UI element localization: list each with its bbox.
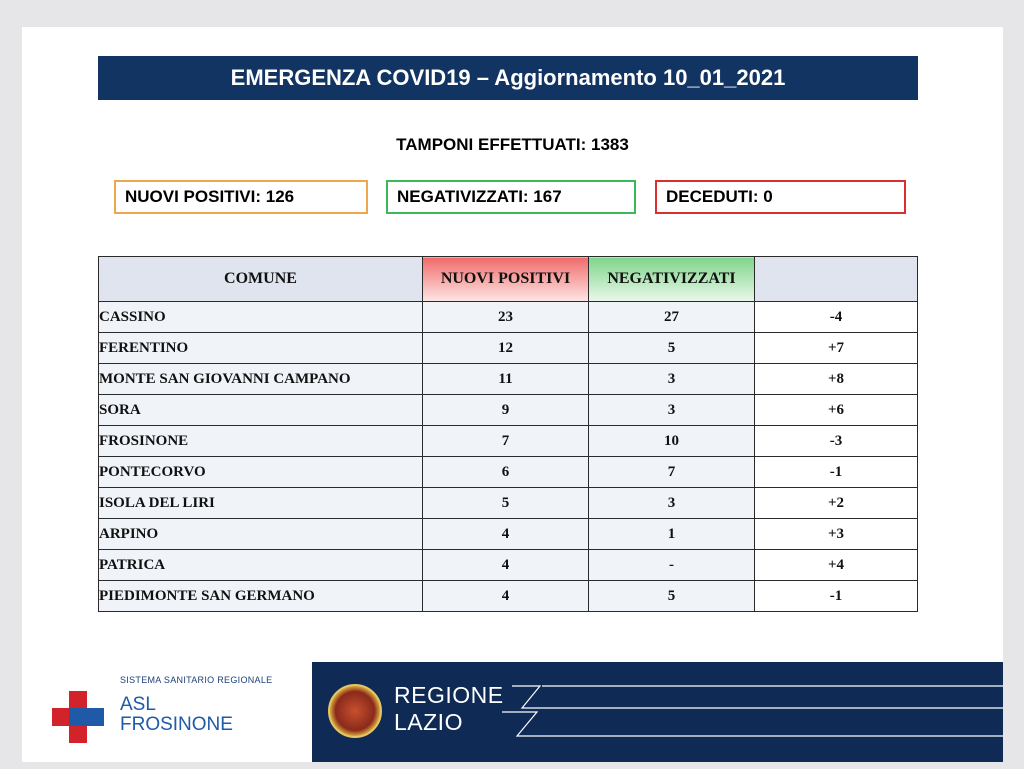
cell-comune: PIEDIMONTE SAN GERMANO: [99, 581, 423, 612]
cell-differenza: +4: [755, 550, 918, 581]
regione-lazio-banner: [312, 662, 1003, 762]
asl-logo: [50, 675, 310, 745]
table-row: [99, 426, 918, 457]
nuovi-positivi-label: NUOVI POSITIVI: 126: [125, 187, 295, 206]
cell-differenza: -3: [755, 426, 918, 457]
negativizzati-box: [386, 180, 636, 214]
cell-negativizzati: 3: [589, 395, 755, 426]
cell-comune: PATRICA: [99, 550, 423, 581]
cell-negativizzati: -: [589, 550, 755, 581]
cell-comune: ARPINO: [99, 519, 423, 550]
table-row: [99, 581, 918, 612]
table-row: [99, 364, 918, 395]
header-negativizzati: NEGATIVIZZATI: [589, 257, 755, 302]
cell-nuovi-positivi: 9: [423, 395, 589, 426]
asl-line1: ASL: [120, 694, 156, 715]
cell-nuovi-positivi: 4: [423, 550, 589, 581]
asl-name: [120, 695, 233, 735]
table-row: [99, 488, 918, 519]
cell-comune: CASSINO: [99, 302, 423, 333]
cell-differenza: +3: [755, 519, 918, 550]
region-line2: LAZIO: [394, 709, 463, 735]
cell-negativizzati: 5: [589, 581, 755, 612]
region-line1: REGIONE: [394, 682, 504, 708]
medical-cross-icon: [52, 691, 104, 743]
deceduti-box: [655, 180, 906, 214]
cell-nuovi-positivi: 6: [423, 457, 589, 488]
cell-comune: FERENTINO: [99, 333, 423, 364]
cell-comune: PONTECORVO: [99, 457, 423, 488]
cell-negativizzati: 1: [589, 519, 755, 550]
cell-differenza: -4: [755, 302, 918, 333]
ssr-label: SISTEMA SANITARIO REGIONALE: [120, 675, 273, 685]
header-nuovi-positivi: NUOVI POSITIVI: [423, 257, 589, 302]
region-name: [394, 682, 504, 736]
cell-differenza: +7: [755, 333, 918, 364]
cell-nuovi-positivi: 4: [423, 519, 589, 550]
cell-differenza: -1: [755, 581, 918, 612]
table-row: [99, 395, 918, 426]
table-row: [99, 333, 918, 364]
title-bar: [98, 56, 918, 100]
cell-nuovi-positivi: 7: [423, 426, 589, 457]
table-row: [99, 302, 918, 333]
cell-nuovi-positivi: 11: [423, 364, 589, 395]
header-comune: COMUNE: [99, 257, 423, 302]
cell-nuovi-positivi: 5: [423, 488, 589, 519]
deceduti-label: DECEDUTI: 0: [666, 187, 773, 206]
cell-comune: MONTE SAN GIOVANNI CAMPANO: [99, 364, 423, 395]
comuni-table: [98, 256, 918, 612]
cell-nuovi-positivi: 4: [423, 581, 589, 612]
cell-comune: FROSINONE: [99, 426, 423, 457]
cell-comune: ISOLA DEL LIRI: [99, 488, 423, 519]
cell-nuovi-positivi: 12: [423, 333, 589, 364]
page-title: EMERGENZA COVID19 – Aggiornamento 10_01_2021: [230, 65, 786, 90]
cell-comune: SORA: [99, 395, 423, 426]
cell-differenza: +2: [755, 488, 918, 519]
nuovi-positivi-box: [114, 180, 368, 214]
table-row: [99, 457, 918, 488]
cell-differenza: +8: [755, 364, 918, 395]
lazio-emblem-icon: [328, 684, 382, 738]
negativizzati-label: NEGATIVIZZATI: 167: [397, 187, 562, 206]
slide: [22, 27, 1003, 762]
cell-negativizzati: 7: [589, 457, 755, 488]
table-row: [99, 519, 918, 550]
cell-negativizzati: 10: [589, 426, 755, 457]
cell-negativizzati: 5: [589, 333, 755, 364]
table-header-row: [99, 257, 918, 302]
tamponi-total: TAMPONI EFFETTUATI: 1383: [396, 135, 629, 154]
cell-negativizzati: 3: [589, 488, 755, 519]
cell-negativizzati: 3: [589, 364, 755, 395]
table-row: [99, 550, 918, 581]
asl-line2: FROSINONE: [120, 714, 233, 735]
cell-negativizzati: 27: [589, 302, 755, 333]
cell-nuovi-positivi: 23: [423, 302, 589, 333]
cell-differenza: +6: [755, 395, 918, 426]
cell-differenza: -1: [755, 457, 918, 488]
header-differenza: [755, 257, 918, 302]
